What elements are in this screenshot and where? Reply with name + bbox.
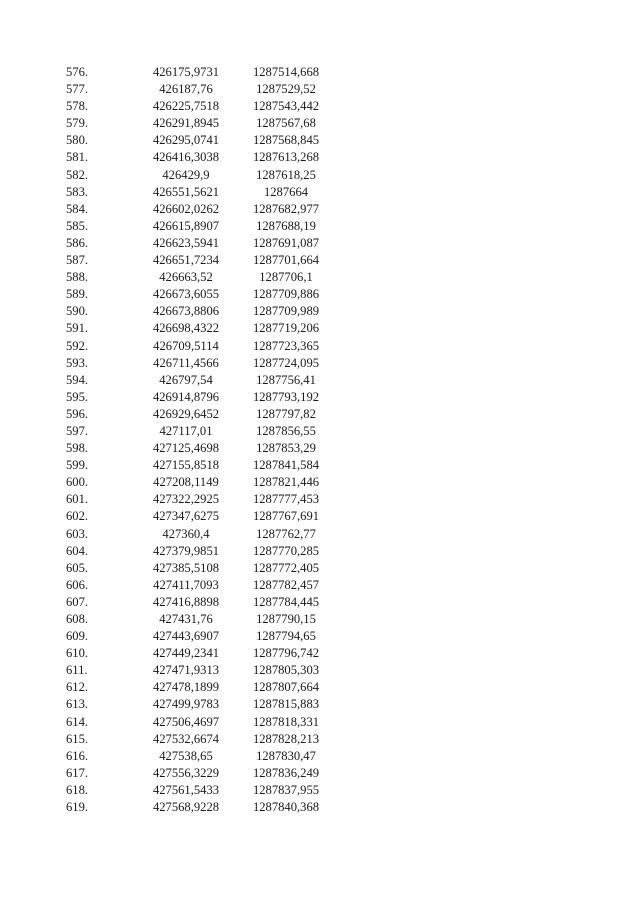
- table-row: [66, 662, 336, 679]
- x-coordinate: 427538,65: [159, 748, 213, 763]
- table-row: [66, 543, 336, 560]
- x-coordinate: 426663,52: [159, 270, 213, 285]
- table-row: [66, 286, 336, 303]
- x-coordinate: 426698,4322: [152, 321, 220, 336]
- row-number: 612.: [66, 680, 89, 695]
- y-coordinate: 1287777,453: [252, 492, 320, 507]
- x-coordinate: 426797,54: [159, 372, 213, 387]
- y-coordinate: 1287682,977: [252, 201, 320, 216]
- table-row: [66, 799, 336, 816]
- y-coordinate: 1287706,1: [259, 270, 313, 285]
- x-coordinate: 427431,76: [159, 612, 213, 626]
- table-row: [66, 218, 336, 235]
- row-number: 604.: [66, 543, 89, 558]
- table-row: [66, 645, 336, 662]
- row-number: 596.: [66, 406, 89, 421]
- y-coordinate: 1287794,65: [256, 629, 316, 644]
- x-coordinate: 426673,8806: [152, 304, 220, 319]
- y-coordinate: 1287830,47: [256, 748, 316, 763]
- table-row: [66, 149, 336, 166]
- row-number: 588.: [66, 270, 89, 285]
- row-number: 605.: [66, 560, 89, 575]
- y-coordinate: 1287568,845: [252, 133, 320, 148]
- y-coordinate: 1287543,442: [252, 99, 320, 114]
- row-number: 619.: [66, 800, 89, 815]
- y-coordinate: 1287828,213: [252, 731, 320, 746]
- y-coordinate: 1287784,445: [252, 594, 320, 609]
- y-coordinate: 1287709,989: [252, 304, 320, 319]
- row-number: 580.: [66, 133, 89, 148]
- table-row: [66, 389, 336, 406]
- table-row: [66, 64, 336, 81]
- x-coordinate: 427499,9783: [152, 697, 220, 712]
- table-row: [66, 269, 336, 286]
- row-number: 616.: [66, 748, 89, 763]
- x-coordinate: 427568,9228: [152, 800, 220, 815]
- row-number: 599.: [66, 458, 89, 473]
- y-coordinate: 1287701,664: [252, 253, 320, 268]
- row-number: 585.: [66, 218, 89, 233]
- row-number: 584.: [66, 201, 89, 216]
- table-row: [66, 440, 336, 457]
- x-coordinate: 426175,9731: [152, 65, 220, 79]
- y-coordinate: 1287529,52: [256, 82, 316, 97]
- row-number: 582.: [66, 167, 89, 182]
- x-coordinate: 427556,3229: [152, 765, 220, 780]
- row-number: 600.: [66, 475, 89, 490]
- x-coordinate: 427443,6907: [152, 629, 220, 644]
- x-coordinate: 426429,9: [162, 167, 210, 182]
- x-coordinate: 426291,8945: [152, 116, 220, 131]
- table-row: [66, 714, 336, 731]
- y-coordinate: 1287688,19: [256, 218, 316, 233]
- y-coordinate: 1287797,82: [256, 406, 316, 421]
- x-coordinate: 427532,6674: [152, 731, 220, 746]
- row-number: 578.: [66, 99, 89, 114]
- x-coordinate: 426651,7234: [152, 253, 220, 268]
- x-coordinate: 426602,0262: [152, 201, 220, 216]
- y-coordinate: 1287837,955: [252, 782, 320, 797]
- table-row: [66, 115, 336, 132]
- y-coordinate: 1287796,742: [252, 646, 320, 661]
- row-number: 594.: [66, 372, 89, 387]
- y-coordinate: 1287821,446: [252, 475, 320, 490]
- x-coordinate: 426295,0741: [152, 133, 220, 148]
- x-coordinate: 427416,8898: [152, 594, 220, 609]
- y-coordinate: 1287613,268: [252, 150, 320, 165]
- table-row: [66, 184, 336, 201]
- x-coordinate: 427411,7093: [153, 577, 219, 592]
- x-coordinate: 427117,01: [159, 423, 213, 438]
- x-coordinate: 427360,4: [162, 526, 210, 541]
- table-row: [66, 679, 336, 696]
- x-coordinate: 426929,6452: [152, 406, 220, 421]
- row-number: 587.: [66, 253, 89, 268]
- x-coordinate: 427471,9313: [152, 663, 220, 678]
- x-coordinate: 426187,76: [159, 82, 213, 97]
- x-coordinate: 427125,4698: [152, 441, 220, 456]
- y-coordinate: 1287723,365: [252, 338, 320, 353]
- y-coordinate: 1287807,664: [252, 680, 320, 695]
- row-number: 602.: [66, 509, 89, 524]
- row-number: 595.: [66, 389, 89, 404]
- row-number: 603.: [66, 526, 89, 541]
- x-coordinate: 427449,2341: [152, 646, 220, 661]
- table-row: [66, 474, 336, 491]
- row-number: 606.: [66, 577, 89, 592]
- row-number: 589.: [66, 287, 89, 302]
- x-coordinate: 426225,7518: [152, 99, 220, 114]
- table-row: [66, 406, 336, 423]
- x-coordinate: 426711,4566: [153, 355, 219, 370]
- row-number: 608.: [66, 612, 89, 626]
- row-number: 609.: [66, 629, 89, 644]
- row-number: 577.: [66, 82, 89, 97]
- y-coordinate: 1287782,457: [252, 577, 320, 592]
- row-number: 579.: [66, 116, 89, 131]
- y-coordinate: 1287767,691: [252, 509, 320, 524]
- x-coordinate: 426673,6055: [152, 287, 220, 302]
- x-coordinate: 427385,5108: [152, 560, 220, 575]
- table-row: [66, 594, 336, 611]
- row-number: 614.: [66, 714, 89, 729]
- y-coordinate: 1287514,668: [252, 65, 320, 79]
- row-number: 610.: [66, 646, 89, 661]
- row-number: 583.: [66, 184, 89, 199]
- x-coordinate: 426551,5621: [152, 184, 220, 199]
- table-row: [66, 355, 336, 372]
- x-coordinate: 427347,6275: [152, 509, 220, 524]
- table-row: [66, 628, 336, 645]
- table-row: [66, 201, 336, 218]
- table-row: [66, 81, 336, 98]
- table-row: [66, 696, 336, 713]
- row-number: 618.: [66, 782, 89, 797]
- row-number: 590.: [66, 304, 89, 319]
- table-row: [66, 98, 336, 115]
- table-row: [66, 731, 336, 748]
- row-number: 601.: [66, 492, 89, 507]
- x-coordinate: 427506,4697: [152, 714, 220, 729]
- table-row: [66, 526, 336, 543]
- x-coordinate: 426615,8907: [152, 218, 220, 233]
- table-row: [66, 167, 336, 184]
- y-coordinate: 1287770,285: [252, 543, 320, 558]
- x-coordinate: 426416,3038: [152, 150, 220, 165]
- row-number: 598.: [66, 441, 89, 456]
- coordinate-table: [66, 64, 336, 816]
- row-number: 613.: [66, 697, 89, 712]
- row-number: 591.: [66, 321, 89, 336]
- table-row: [66, 782, 336, 799]
- row-number: 581.: [66, 150, 89, 165]
- y-coordinate: 1287790,15: [256, 612, 316, 626]
- row-number: 592.: [66, 338, 89, 353]
- y-coordinate: 1287691,087: [252, 235, 320, 250]
- y-coordinate: 1287840,368: [252, 800, 320, 815]
- x-coordinate: 427379,9851: [152, 543, 220, 558]
- table-row: [66, 560, 336, 577]
- y-coordinate: 1287567,68: [256, 116, 316, 131]
- x-coordinate: 426709,5114: [153, 338, 219, 353]
- table-row: [66, 457, 336, 474]
- row-number: 593.: [66, 355, 89, 370]
- y-coordinate: 1287818,331: [252, 714, 320, 729]
- x-coordinate: 426623,5941: [152, 235, 220, 250]
- x-coordinate: 427478,1899: [152, 680, 220, 695]
- table-row: [66, 423, 336, 440]
- row-number: 597.: [66, 423, 89, 438]
- x-coordinate: 427155,8518: [152, 458, 220, 473]
- y-coordinate: 1287724,095: [252, 355, 320, 370]
- y-coordinate: 1287756,41: [256, 372, 316, 387]
- table-row: [66, 303, 336, 320]
- table-row: [66, 508, 336, 525]
- y-coordinate: 1287805,303: [252, 663, 320, 678]
- y-coordinate: 1287709,886: [252, 287, 320, 302]
- table-row: [66, 252, 336, 269]
- y-coordinate: 1287815,883: [252, 697, 320, 712]
- table-row: [66, 132, 336, 149]
- y-coordinate: 1287719,206: [252, 321, 320, 336]
- table-row: [66, 611, 336, 628]
- y-coordinate: 1287793,192: [252, 389, 320, 404]
- table-row: [66, 338, 336, 355]
- table-row: [66, 491, 336, 508]
- y-coordinate: 1287618,25: [256, 167, 316, 182]
- x-coordinate: 427208,1149: [153, 475, 219, 490]
- x-coordinate: 427561,5433: [152, 782, 220, 797]
- table-row: [66, 372, 336, 389]
- y-coordinate: 1287856,55: [256, 423, 316, 438]
- row-number: 607.: [66, 594, 89, 609]
- y-coordinate: 1287836,249: [252, 765, 320, 780]
- table-row: [66, 577, 336, 594]
- x-coordinate: 426914,8796: [152, 389, 220, 404]
- y-coordinate: 1287762,77: [256, 526, 316, 541]
- row-number: 617.: [66, 765, 89, 780]
- row-number: 611.: [66, 663, 88, 678]
- y-coordinate: 1287772,405: [252, 560, 320, 575]
- table-row: [66, 235, 336, 252]
- table-row: [66, 748, 336, 765]
- y-coordinate: 1287841,584: [252, 458, 320, 473]
- table-row: [66, 765, 336, 782]
- row-number: 615.: [66, 731, 89, 746]
- y-coordinate: 1287664: [263, 184, 309, 199]
- x-coordinate: 427322,2925: [152, 492, 220, 507]
- y-coordinate: 1287853,29: [256, 441, 316, 456]
- row-number: 576.: [66, 65, 89, 79]
- row-number: 586.: [66, 235, 89, 250]
- table-row: [66, 320, 336, 337]
